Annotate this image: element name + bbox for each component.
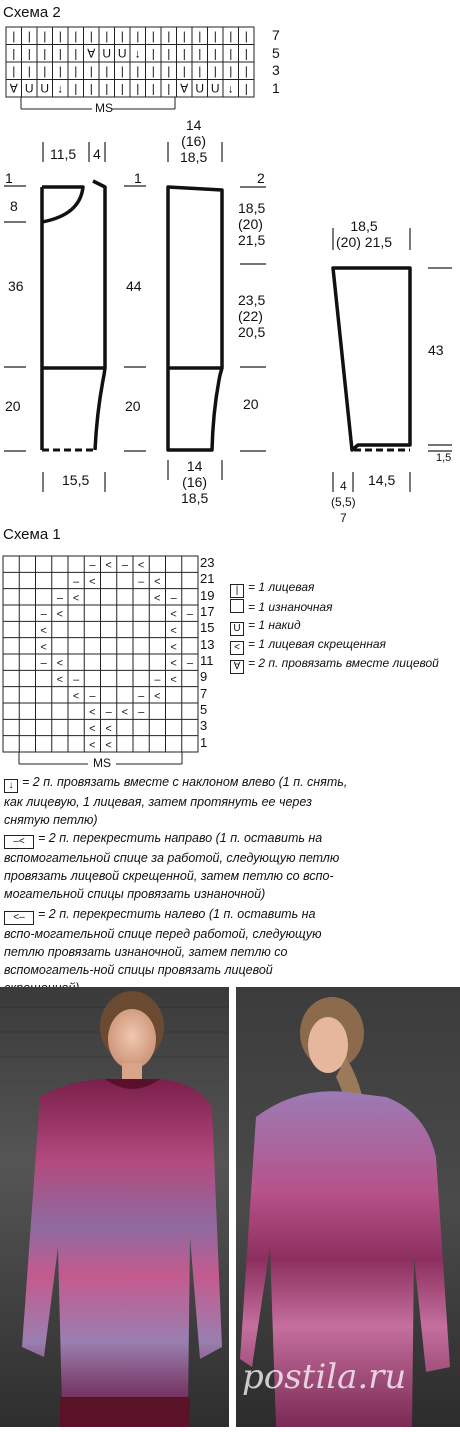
scheme1-stitch: –: [105, 706, 112, 719]
scheme1-row-number: 5: [200, 702, 208, 717]
scheme2-stitch: |: [136, 81, 140, 96]
purl-stitch-icon: [230, 599, 244, 613]
legend-text: = 1 лицевая: [248, 580, 315, 594]
side-rib-length: 20: [243, 396, 259, 412]
legend-text: = 2 п. провязать вместе лицевой: [248, 656, 439, 670]
scheme2-stitch: |: [244, 81, 248, 96]
scheme1-stitch: –: [40, 657, 47, 670]
scheme2-stitch: U: [117, 46, 127, 61]
sleeve-bottom-width: 14,5: [368, 472, 396, 488]
scheme2-stitch: |: [151, 46, 155, 61]
front-body-length: 36: [8, 278, 24, 294]
scheme2-stitch: |: [167, 64, 171, 78]
scheme1-stitch: <: [105, 559, 112, 572]
legend-item: [230, 637, 386, 655]
side-upper-length: 18,5 (20) 21,5: [238, 200, 266, 248]
scheme2-stitch: |: [105, 64, 109, 78]
scheme2-stitch: |: [43, 64, 47, 78]
scheme1-ms-label: MS: [93, 756, 111, 770]
scheme1-row-number: 17: [200, 604, 215, 619]
legend-text: = 1 лицевая скрещенная: [248, 637, 386, 651]
front-shoulder: 4: [93, 146, 101, 162]
scheme1-stitch: <: [154, 576, 161, 589]
dimension-lines: [4, 142, 452, 492]
legend-note: [4, 773, 349, 829]
scheme2-stitch: |: [182, 46, 186, 61]
scheme2-stitch: |: [43, 46, 47, 61]
scheme2-row-number: 3: [272, 62, 280, 78]
twisted-knit-icon: <: [230, 641, 244, 655]
scheme2-stitch: |: [167, 81, 171, 96]
front-neckline: [42, 187, 83, 222]
scheme1-stitch: <: [56, 608, 64, 621]
scheme1-stitch: –: [73, 674, 80, 687]
scheme2-ms-label: MS: [95, 101, 113, 115]
knit-stitch-icon: |: [230, 584, 244, 598]
scheme2-stitch: |: [198, 46, 202, 61]
sweater-front-illustration: [0, 987, 229, 1427]
scheme2-stitch: U: [210, 81, 220, 96]
scheme2-stitch: U: [195, 81, 205, 96]
scheme1-row-number: 1: [200, 734, 208, 750]
scheme1-row-number: 21: [200, 571, 215, 587]
scheme2-stitch: |: [198, 64, 202, 78]
scheme2-stitch: |: [136, 64, 140, 78]
scheme1-stitch: <: [121, 706, 129, 719]
scheme1-stitch: –: [186, 657, 193, 670]
sleeve-cuff-length: 1,5: [436, 452, 452, 464]
scheme2-stitch: |: [89, 81, 93, 96]
scheme2-stitch: |: [89, 29, 93, 43]
scheme2-stitch: |: [213, 46, 217, 61]
scheme1-stitch: <: [137, 559, 145, 572]
scheme2-stitch: |: [74, 81, 78, 96]
scheme1-stitch: –: [186, 608, 193, 621]
scheme2-stitch: |: [74, 46, 78, 61]
scheme2-stitch: |: [43, 29, 47, 43]
scheme1-stitch: <: [170, 625, 177, 638]
scheme1-stitch: <: [56, 657, 64, 670]
legend-note-text: = 2 п. перекрестить налево (1 п. оставить на вспо-могательной спице перед работой, следующую петлю провязать изнаночной, затем петлю со вспомогатель-ной спицы провязать лицевой: [4, 907, 322, 977]
scheme2-title: Схема 2: [3, 4, 61, 21]
back-outline: [168, 187, 222, 450]
scheme2-stitch: |: [167, 29, 171, 43]
legend-note-text: = 2 п. перекрестить направо (1 п. оставить на вспомогательной спице за работой, следующую петлю провязать лицевой скрещенной, затем петлю со вспо-могательной спицы провязать изнаночной): [4, 831, 340, 901]
back-rib-length: 20: [125, 398, 141, 414]
scheme2-stitch: |: [167, 46, 171, 61]
cross-right-icon: –<: [4, 835, 34, 849]
scheme1-stitch: <: [105, 739, 112, 752]
scheme2-stitch: |: [136, 29, 140, 43]
watermark: postila.ru: [242, 1357, 407, 1397]
photo-side-view: [236, 987, 460, 1427]
back-bottom-width: 14 (16) 18,5: [181, 458, 209, 506]
scheme2-stitch: |: [244, 46, 248, 61]
scheme2-stitch: |: [12, 64, 16, 78]
scheme2-stitch: |: [120, 81, 124, 96]
scheme2-stitch: ∀: [9, 81, 18, 96]
scheme2-stitch: |: [198, 29, 202, 43]
sleeve-top-width: 18,5 (20) 21,5: [336, 218, 393, 250]
scheme1-stitch: <: [89, 723, 96, 736]
scheme1-stitch: <: [170, 674, 177, 687]
front-right-edge: [93, 181, 105, 450]
scheme1-stitch: –: [73, 576, 80, 589]
scheme2-stitch: |: [244, 29, 248, 43]
scheme1-stitch: –: [89, 559, 96, 572]
scheme1-row-number: 11: [200, 653, 214, 668]
scheme1-stitch: <: [154, 690, 161, 703]
scheme1-stitch: –: [121, 559, 128, 572]
legend-item: [230, 599, 333, 614]
scheme1-stitch: –: [154, 674, 161, 687]
scheme2-stitch: |: [89, 64, 93, 78]
cross-left-icon: <–: [4, 911, 34, 925]
scheme1-title: Схема 1: [3, 526, 61, 543]
mark-2: 2: [257, 170, 265, 186]
legend-item: [230, 656, 439, 674]
back-top-width: 14 (16) 18,5: [180, 117, 208, 165]
scheme2-stitch: |: [74, 29, 78, 43]
scheme2-stitch: ↓: [134, 46, 141, 61]
scheme1-stitch: <: [170, 608, 177, 621]
ssk-icon: ↓: [4, 779, 18, 793]
scheme2-stitch: ∀: [180, 81, 189, 96]
scheme2-stitch: |: [12, 29, 16, 43]
legend-text: = 1 изнаночная: [248, 600, 333, 614]
scheme2-stitch: |: [151, 29, 155, 43]
scheme2-stitch: |: [27, 46, 31, 61]
scheme2-stitch: |: [229, 64, 233, 78]
side-lower-length: 23,5 (22) 20,5: [238, 292, 266, 340]
scheme2-stitch: |: [151, 81, 155, 96]
sleeve-bottom-small: 4 (5,5) 7: [331, 479, 356, 525]
scheme1-stitch: <: [56, 674, 64, 687]
scheme2-stitch: ↓: [57, 81, 64, 96]
scheme1-row-number: 3: [200, 718, 208, 734]
scheme2-stitch: |: [58, 64, 62, 78]
scheme1-stitch: <: [89, 706, 96, 719]
scheme1-stitch: –: [170, 592, 177, 605]
sleeve-outline: [333, 268, 410, 450]
photo-front-view: [0, 987, 229, 1427]
front-top-width: 11,5: [50, 146, 77, 162]
scheme1-stitch: <: [40, 625, 47, 638]
scheme1-stitch: –: [89, 690, 96, 703]
scheme2-stitch: |: [229, 46, 233, 61]
mark-1-left: 1: [5, 170, 13, 186]
scheme1-row-number: 7: [200, 685, 208, 701]
legend-text: = 1 накид: [248, 618, 301, 632]
back-body-length: 44: [126, 278, 142, 294]
scheme2-stitch: |: [27, 29, 31, 43]
legend-item: [230, 580, 314, 598]
scheme2-stitch: |: [229, 29, 233, 43]
scheme1-row-number: 19: [200, 587, 215, 603]
scheme2-row-number: 7: [272, 27, 280, 43]
scheme2-stitch: |: [120, 64, 124, 78]
scheme2-stitch: |: [182, 64, 186, 78]
scheme2-row-number: 5: [272, 44, 280, 61]
scheme2-stitch: |: [27, 64, 31, 78]
scheme1-stitch: <: [89, 576, 96, 589]
scheme1-stitch: –: [138, 576, 145, 589]
scheme2-stitch: |: [213, 64, 217, 78]
front-bottom-width: 15,5: [62, 472, 90, 488]
scheme2-stitch: |: [120, 29, 124, 43]
k2tog-icon: ∀: [230, 660, 244, 674]
neck-depth: 8: [10, 198, 18, 214]
front-rib-length: 20: [5, 398, 21, 414]
scheme2-stitch: |: [244, 64, 248, 78]
scheme1-stitch: <: [170, 641, 177, 654]
yarn-over-icon: U: [230, 622, 244, 636]
scheme1-row-number: 13: [200, 636, 215, 652]
scheme1-stitch: <: [72, 592, 80, 605]
scheme1-grid: [3, 556, 198, 752]
scheme1-stitch: –: [138, 690, 145, 703]
scheme2-stitch: U: [40, 81, 50, 96]
scheme1-stitch: –: [138, 706, 145, 719]
scheme1-row-number: 15: [200, 620, 215, 636]
scheme2-stitch: U: [24, 81, 34, 96]
mark-1-mid: 1: [134, 170, 142, 186]
scheme1-row-number: 9: [200, 669, 208, 685]
scheme1-stitch: <: [105, 723, 112, 736]
scheme2-stitch: |: [74, 64, 78, 78]
legend-note-text: = 2 п. провязать вместе с наклоном влево (1 п. снять, как лицевую, 1 лицевая, затем протянуть ее через снятую петлю): [4, 775, 348, 827]
sleeve-length: 43: [428, 342, 444, 358]
scheme2-stitch: |: [151, 64, 155, 78]
scheme1-row-number: 23: [200, 555, 215, 570]
scheme1-stitch: –: [56, 592, 63, 605]
scheme2-stitch: |: [213, 29, 217, 43]
scheme2-stitch: |: [58, 46, 62, 61]
scheme2-stitch: U: [102, 46, 112, 61]
scheme2-stitch: |: [58, 29, 62, 43]
legend-item: [230, 618, 301, 636]
legend-note: [4, 905, 349, 997]
scheme1-stitch: <: [72, 690, 80, 703]
scheme1-stitch: <: [89, 739, 96, 752]
scheme2-row-number: 1: [272, 79, 280, 96]
scheme2-stitch: ↓: [227, 81, 234, 96]
scheme1-stitch: <: [170, 657, 177, 670]
scheme1-stitch: <: [154, 592, 161, 605]
scheme2-stitch: |: [12, 46, 16, 61]
scheme2-stitch: |: [182, 29, 186, 43]
scheme2-stitch: |: [105, 29, 109, 43]
scheme2-stitch: ∀: [87, 46, 96, 61]
scheme2-stitch: |: [105, 81, 109, 96]
legend-note: [4, 829, 349, 903]
scheme1-stitch: <: [40, 641, 47, 654]
scheme1-stitch: –: [40, 608, 47, 621]
